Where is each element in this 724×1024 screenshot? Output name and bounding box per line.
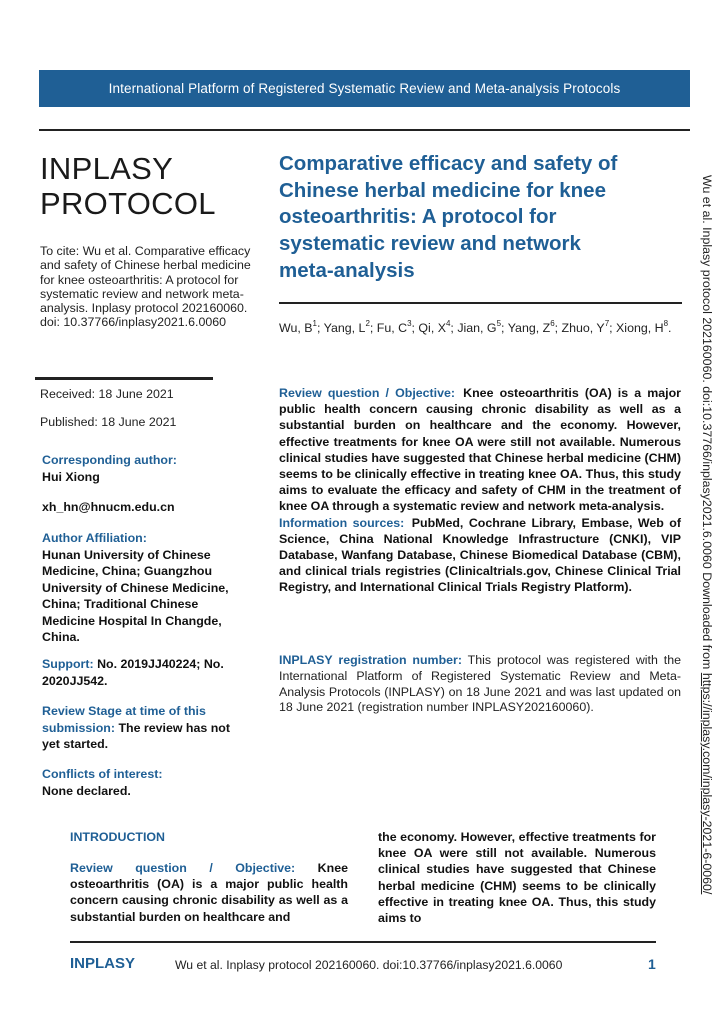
author-affiliation-number: 8 xyxy=(663,319,669,328)
author: Fu, C xyxy=(376,321,408,335)
support-label: Support: xyxy=(42,657,94,671)
support-block xyxy=(42,656,247,689)
author-affiliation-number: 7 xyxy=(604,319,610,328)
corresponding-author-label: Corresponding author: xyxy=(42,453,177,467)
vertical-download-note xyxy=(700,175,714,894)
author-affiliation-number: 2 xyxy=(365,319,370,328)
conflicts-block xyxy=(42,766,242,799)
download-note-text: Wu et al. Inplasy protocol 202160060. doi:10.37766/inplasy2021.6.0060 Downloaded from xyxy=(700,175,714,673)
author: Yang, L xyxy=(323,321,366,335)
footer-divider xyxy=(70,941,656,943)
support-text: No. 2019JJ40224; No. 2020JJ542. xyxy=(42,657,224,688)
author: Zhuo, Y xyxy=(561,321,605,335)
abstract xyxy=(279,385,681,596)
author: Jian, G xyxy=(457,321,497,335)
conflicts-text: None declared. xyxy=(42,783,131,798)
introduction-question-label: Review question / Objective: xyxy=(70,861,296,875)
author-affiliation-number: 1 xyxy=(312,319,317,328)
review-question-paragraph xyxy=(279,385,681,515)
brand-line-2: PROTOCOL xyxy=(40,186,216,221)
download-link[interactable]: https://inplasy.com/inplasy-2021-6-0060/ xyxy=(700,672,714,895)
author-affiliation-number: 5 xyxy=(496,319,502,328)
received-date: Received: 18 June 2021 xyxy=(40,387,174,401)
author-affiliation-number: 6 xyxy=(550,319,555,328)
affiliation-label: Author Affiliation: xyxy=(42,531,147,545)
information-sources-paragraph xyxy=(279,515,681,596)
review-stage-block xyxy=(42,703,232,753)
paper-title: Comparative efficacy and safety of Chinese herbal medicine for knee osteoarthritis: A protocol for systematic review and network meta-analysis xyxy=(279,152,618,282)
registration-label: INPLASY registration number: xyxy=(279,653,462,667)
published-date: Published: 18 June 2021 xyxy=(40,415,177,429)
author-affiliation-number: 3 xyxy=(407,319,412,328)
registration-paragraph xyxy=(279,653,681,716)
brand-line-1: INPLASY xyxy=(40,151,174,186)
left-divider xyxy=(35,377,213,380)
review-stage-text: The review has not yet started. xyxy=(42,720,230,751)
introduction-column-1 xyxy=(70,860,348,925)
author-affiliation-number: 4 xyxy=(445,319,451,328)
protocol-brand-title xyxy=(40,151,216,221)
introduction-column-2: the economy. However, effective treatments for knee OA were still not available. Numerous clinical studies have suggested that Chinese herbal medicine (CHM) seems to be clinically effective in treating knee OA. Thus, this study aims to xyxy=(378,830,656,926)
information-sources-text: PubMed, Cochrane Library, Embase, Web of Science, China National Knowledge Infrastructure (CNKI), VIP Database, Wanfang Database, Chinese Biomedical Database (CBM), and clinical trials registries (Clinicaltrials.gov, Chinese Clinical Trial Registry, and International Clinical Trials Registry Platform). xyxy=(279,515,681,595)
author: Yang, Z xyxy=(507,321,551,335)
author: Wu, B xyxy=(279,321,313,335)
corresponding-author-name: Hui Xiong xyxy=(42,469,100,484)
affiliation-text: Hunan University of Chinese Medicine, China; Guangzhou University of Chinese Medicine, China; Traditional Chinese Medicine Hospital In Changde, China. xyxy=(42,547,229,644)
author-list: Wu, $B^1$; Yang, $L^2$; Fu, $C^3$; Qi, $X^4$; Jian, $G^5$; Yang, $Z^6$; Zhuo, $Y^7$; Xiong, $H^8$. xyxy=(279,319,672,335)
registration-text: This protocol was registered with the International Platform of Registered Systematic Review and Meta-Analysis Protocols (INPLASY) on 18 June 2021 and was last updated on 18 June 2021 (registration number INPLASY202160060). xyxy=(279,653,681,715)
review-stage-label: Review Stage at time of this submission: xyxy=(42,704,206,735)
corresponding-author-email[interactable]: xh_hn@hnucm.edu.cn xyxy=(42,500,175,514)
author: Xiong, H xyxy=(616,321,664,335)
author: Qi, X xyxy=(418,321,446,335)
introduction-column-1-text: Knee osteoarthritis (OA) is a major public health concern causing chronic disability as well as a substantial burden on healthcare and xyxy=(70,861,348,924)
information-sources-label: Information sources: xyxy=(279,515,405,530)
introduction-heading: INTRODUCTION xyxy=(70,830,165,844)
page-number: 1 xyxy=(648,956,656,972)
citation-text: To cite: Wu et al. Comparative efficacy and safety of Chinese herbal medicine for knee osteoarthritis: A protocol for systematic review and network meta-analysis. Inplasy protocol 202160060. doi: 10.37766/inplasy2021.6.0060 xyxy=(40,244,251,330)
footer-brand: INPLASY xyxy=(70,955,136,972)
header-banner: International Platform of Registered Systematic Review and Meta-analysis Protocols xyxy=(39,70,690,107)
corresponding-author-block xyxy=(42,452,242,516)
footer-citation: Wu et al. Inplasy protocol 202160060. doi:10.37766/inplasy2021.6.0060 xyxy=(175,958,563,972)
title-divider xyxy=(279,302,682,304)
conflicts-label: Conflicts of interest: xyxy=(42,767,163,781)
top-divider xyxy=(39,129,690,131)
review-question-label: Review question / Objective: xyxy=(279,386,456,400)
review-question-text: Knee osteoarthritis (OA) is a major public health concern causing chronic disability as well as a substantial burden on healthcare and the economy. However, effective treatments for knee OA were still not available. Numerous clinical studies have suggested that Chinese herbal medicine (CHM) seems to be clinically effective in treating knee OA. Thus, this study aims to evaluate the efficacy and safety of CHM in the treatment of knee OA through a systematic review and network meta-analysis. xyxy=(279,386,682,514)
affiliation-block xyxy=(42,530,237,646)
